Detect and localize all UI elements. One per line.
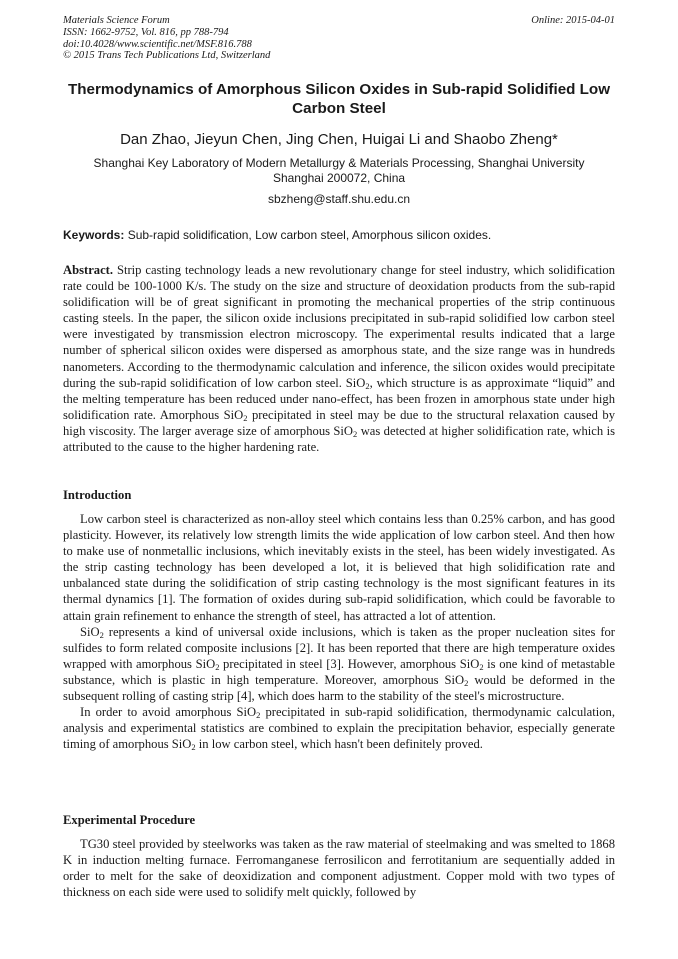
intro-paragraph-1: Low carbon steel is characterized as non-alloy steel which contains less than 0.25% carbon, and has good plasticity. However, its relatively low strength limits the wide application of low carbon steel. And then how to make use of nonmetallic inclusions, which inevitably exists in the steel, has been widely investigated. As the strip casting technology has been developed a lot, it is believed that high solidification rate and unbalanced state during the solidification of strip casting technology is the most significant features in its thermal dynamics [1]. The formation of oxides during sub-rapid solidification, which could be favorable to attain grain refinement to enhance the strength of steel, has attracted a lot of attention. bbox=[63, 512, 615, 623]
intro-paragraph-3: In order to avoid amorphous SiO$_2$ precipitated in sub-rapid solidification, thermodynamic calculation, analysis and experimental statistics are combined to explain the precipitation behavior, especially generate timing of amorphous SiO$_2$ in low carbon steel, which hasn't been definitely proved. bbox=[63, 705, 615, 753]
abstract-paragraph: Abstract. Strip casting technology leads a new revolutionary change for steel industry, which solidification rate could be 100-1000 K/s. The study on the size and structure of deoxidation products from the sub-rapid solidification will be of great significant in promoting the mechanical properties of the strip continuous casting steels. In the paper, the silicon oxide inclusions precipitated in sub-rapid solidified low carbon steel were investigated by transmission electron microscopy. The experimental results indicated that a large number of spherical silicon oxides were dispersed as amorphous state, and the size range was in hundreds nanometers. According to the thermodynamic calculation and inference, the silicon oxides would precipitate during the sub-rapid solidification of low carbon steel. SiO$_2$, which structure is as approximate “liquid” and the melting temperature has been reduced under nano-effect, has been frozen in amorphous state under high solidification rate. Amorphous SiO$_2$ precipitated in steel may be due to the structural relaxation caused by high viscosity. The larger average size of amorphous SiO$_2$ was detected at higher solidification rate, which is attributed to the cause to the higher hardening rate. bbox=[63, 263, 616, 455]
affiliation-line-2: Shanghai 200072, China bbox=[272, 171, 406, 185]
section-heading-introduction: Introduction bbox=[63, 488, 132, 502]
introduction-body bbox=[63, 511, 615, 752]
abstract bbox=[63, 262, 615, 455]
journal-name: Materials Science Forum bbox=[63, 15, 170, 26]
keywords-label: Keywords: bbox=[63, 228, 125, 242]
intro-paragraph-2: SiO$_2$ represents a kind of universal oxide inclusions, which is taken as the proper nucleation sites for sulfides to form related composite inclusions [2]. It has been reported that there are high temperature oxides wrapped with amorphous SiO$_2$ precipitated in steel [3]. However, amorphous SiO$_2$ is one kind of metastable substance, which is plastic in high temperature. Moreover, amorphous SiO$_2$ would be deformed in the subsequent rolling of casting strip [4], which does harm to the stability of the steel's microstructure. bbox=[63, 624, 615, 704]
section-heading-experimental: Experimental Procedure bbox=[63, 813, 196, 827]
affiliation bbox=[63, 156, 615, 186]
keywords-text: Sub-rapid solidification, Low carbon steel, Amorphous silicon oxides. bbox=[124, 228, 492, 242]
journal-header bbox=[63, 15, 615, 62]
experimental-body bbox=[63, 836, 615, 900]
online-date: Online: 2015-04-01 bbox=[531, 15, 615, 26]
abstract-label: Abstract. bbox=[63, 263, 114, 277]
keywords bbox=[63, 228, 615, 243]
copyright-line: © 2015 Trans Tech Publications Ltd, Switzerland bbox=[63, 50, 271, 62]
affiliation-line-1: Shanghai Key Laboratory of Modern Metallurgy & Materials Processing, Shanghai University bbox=[93, 156, 585, 170]
issn-line: ISSN: 1662-9752, Vol. 816, pp 788-794 bbox=[63, 26, 229, 38]
experimental-paragraph-1: TG30 steel provided by steelworks was taken as the raw material of steelmaking and was smelted to 1868 K in induction melting furnace. Ferromanganese ferrosilicon and ferrotitanium are sequentially added in order to melt for the sake of deoxidization and component adjustment. Copper mold with two types of thickness on each side were used to solidify melt quickly, followed by bbox=[63, 837, 615, 900]
corresponding-email[interactable]: sbzheng@staff.shu.edu.cn bbox=[267, 192, 411, 206]
paper-title: Thermodynamics of Amorphous Silicon Oxides in Sub-rapid Solidified Low Carbon Steel bbox=[67, 81, 611, 117]
doi-line: doi:10.4028/www.scientific.net/MSF.816.788 bbox=[63, 38, 252, 50]
author-list: Dan Zhao, Jieyun Chen, Jing Chen, Huigai Li and Shaobo Zheng* bbox=[120, 131, 558, 148]
